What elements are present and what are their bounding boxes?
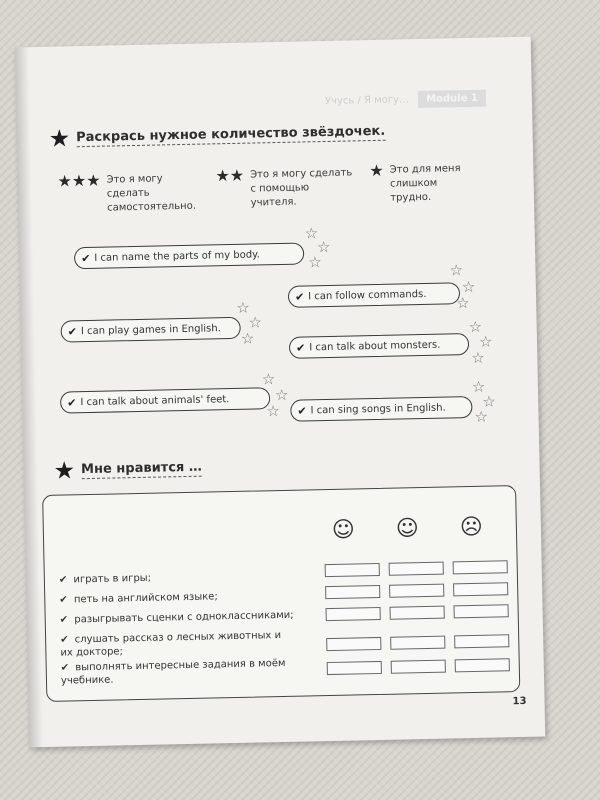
answer-cell[interactable] [325,563,380,577]
answer-cell[interactable] [389,584,444,598]
likes-item-4 [60,629,290,660]
legend-three-stars [57,171,208,216]
smiley-icon: ☺ [331,517,356,543]
likes-item-2 [59,588,329,607]
page-fold-shadow [15,47,44,747]
section2-title [53,456,202,483]
statement-pill-1 [74,242,304,269]
outline-star-icon[interactable]: ☆ [266,402,281,421]
page-number: 13 [512,695,527,708]
check-icon: ✔ [81,251,91,265]
answer-cell[interactable] [453,560,508,574]
answer-cell[interactable] [455,658,510,672]
faint-header [325,90,486,110]
outline-star-icon[interactable]: ☆ [478,332,493,351]
one-star-icon: ★ [369,160,384,181]
workbook-page [15,37,546,748]
statement-pill-6 [290,396,472,422]
section1-title-text: Раскрась нужное количество звёздочек. [75,123,386,145]
check-icon: ✔ [295,340,306,355]
statement-text-4: I can talk about monsters. [309,339,441,353]
title-star-icon: ★ [53,456,76,485]
outline-star-icon[interactable]: ☆ [274,385,289,405]
outline-star-icon[interactable]: ☆ [449,261,464,280]
outline-star-icon[interactable]: ☆ [471,348,485,367]
outline-star-icon[interactable]: ☆ [240,329,255,348]
likes-item-1 [59,568,329,587]
outline-star-icon[interactable]: ☆ [304,224,319,243]
outline-star-icon[interactable]: ☆ [455,294,470,313]
outline-star-icon[interactable]: ☆ [471,377,486,396]
answer-cell[interactable] [389,562,444,576]
answer-cell[interactable] [325,585,380,599]
likes-item-5 [61,657,291,688]
check-icon: ✔ [297,403,307,418]
check-icon: ✔ [58,574,68,586]
statement-pill-2 [288,282,460,308]
two-stars-icon: ★★ [215,165,245,186]
legend-text-2: Это я могу сделать с помощью учителя. [250,167,353,209]
outline-star-icon[interactable]: ☆ [308,253,322,272]
likes-item-3 [60,608,330,627]
answer-cell[interactable] [390,636,445,650]
sad-face-icon: ☹ [459,514,484,541]
outline-star-icon[interactable]: ☆ [461,277,476,297]
three-stars-icon: ★★★ [57,170,101,191]
statement-pill-3 [60,317,240,343]
answer-cell[interactable] [453,582,508,596]
outline-star-icon[interactable]: ☆ [482,392,496,411]
section1-title [48,120,385,151]
statement-text-2: I can follow commands. [308,288,427,302]
outline-star-icon[interactable]: ☆ [236,298,250,317]
check-icon: ✔ [60,662,70,674]
check-icon: ✔ [67,324,78,338]
section2-title-text: Мне нравится … [80,459,203,477]
check-icon: ✔ [59,594,68,606]
legend-text-1: Это я могу сделать самостоятельно. [106,173,197,214]
statement-text-5: I can talk about animals' feet. [80,393,230,408]
check-icon: ✔ [67,395,77,409]
answer-cell[interactable] [326,607,381,621]
answer-cell[interactable] [391,660,446,674]
faint-header-text: Учусь / Я могу… [324,94,410,107]
outline-star-icon[interactable]: ☆ [248,313,263,332]
check-icon: ✔ [294,289,305,304]
legend-one-star [369,161,510,206]
faint-header-badge: Module 1 [418,90,486,108]
answer-cell[interactable] [326,637,381,651]
likes-item-text-5: выполнять интересные задания в моём учебнике. [60,657,286,687]
check-icon: ✔ [59,614,69,626]
outline-star-icon[interactable]: ☆ [474,407,489,426]
outline-star-icon[interactable]: ☆ [468,317,483,337]
statement-text-3: I can play games in English. [80,322,221,337]
likes-item-text-2: петь на английском языке; [73,591,218,606]
likes-board [42,485,520,702]
legend-two-stars [215,166,366,211]
answer-cell[interactable] [454,634,509,648]
title-star-icon: ★ [48,124,71,153]
outline-star-icon[interactable]: ☆ [316,237,331,257]
answer-cell[interactable] [390,606,445,620]
statement-text-6: I can sing songs in English. [310,402,446,416]
statement-text-1: I can name the parts of my body. [94,248,260,264]
check-icon: ✔ [60,634,69,646]
likes-item-text-4: слушать рассказ о лесных животных и их докторе; [60,630,282,659]
likes-item-text-1: играть в игры; [73,572,152,586]
outline-star-icon[interactable]: ☆ [261,370,276,389]
smiley-icon: ☺ [395,516,420,542]
statement-pill-4 [289,333,469,359]
answer-cell[interactable] [327,661,382,675]
statement-pill-5 [60,387,270,413]
legend-text-3: Это для меня слишком трудно. [389,163,461,204]
likes-item-text-3: разыгрывать сценки с одноклассниками; [74,609,294,626]
answer-cell[interactable] [454,604,509,618]
